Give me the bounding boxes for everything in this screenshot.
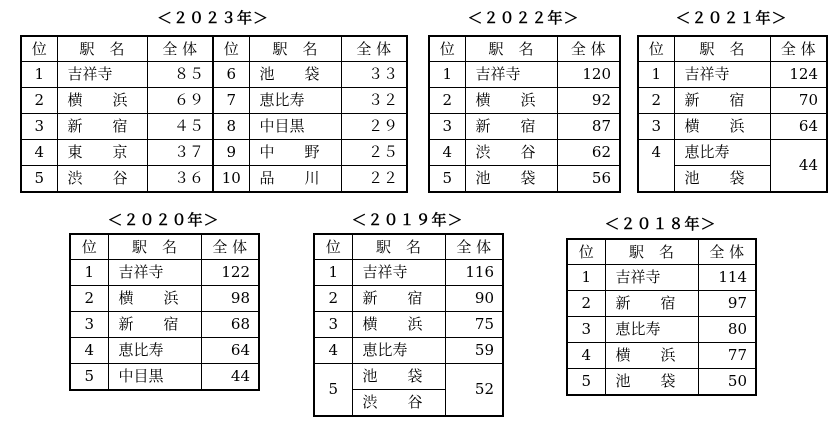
table-row	[70, 312, 259, 338]
rank-cell: 2	[314, 286, 352, 312]
total-cell: 80	[698, 317, 756, 343]
ranking-2018	[566, 214, 755, 394]
rank-cell: 2	[638, 88, 674, 114]
rank-cell: 3	[638, 114, 674, 140]
header-row	[70, 234, 259, 260]
total-cell: 75	[445, 312, 503, 338]
rank-cell: 10	[213, 166, 249, 193]
header-row	[21, 36, 407, 62]
rank-cell: 3	[70, 312, 108, 338]
station-cell: 新 宿	[465, 114, 557, 140]
total-cell: 52	[445, 364, 503, 417]
table-title: ＜２０１９年＞	[351, 211, 464, 229]
rank-cell: 3	[429, 114, 465, 140]
rank-cell: 1	[70, 260, 108, 286]
station-cell: 吉祥寺	[674, 62, 770, 88]
total-cell: 56	[557, 166, 620, 193]
total-cell: 90	[445, 286, 503, 312]
table-row	[70, 338, 259, 364]
table-row	[429, 166, 620, 193]
total-cell: 114	[698, 265, 756, 291]
table-row	[21, 62, 407, 88]
total-header: 全 体	[557, 36, 620, 62]
total-header: 全 体	[147, 36, 213, 62]
rank-cell: 1	[314, 260, 352, 286]
rank-header: 位	[213, 36, 249, 62]
station-cell: 横 浜	[674, 114, 770, 140]
total-cell: ３２	[341, 88, 407, 114]
table-title: ＜２０２１年＞	[675, 9, 788, 27]
ranking-2020	[69, 210, 258, 390]
table-row	[429, 62, 620, 88]
table-row	[21, 140, 407, 166]
table-row	[638, 114, 827, 140]
table-row	[638, 62, 827, 88]
station-cell: 横 浜	[605, 343, 698, 369]
station-cell: 横 浜	[108, 286, 201, 312]
ranking-2022	[428, 8, 619, 196]
station-header: 駅 名	[57, 36, 147, 62]
total-cell: 70	[770, 88, 827, 114]
station-cell: 品 川	[249, 166, 341, 193]
header-row	[567, 239, 756, 265]
station-cell: 新 宿	[674, 88, 770, 114]
total-cell: 59	[445, 338, 503, 364]
station-cell: 新 宿	[57, 114, 147, 140]
station-cell: 横 浜	[57, 88, 147, 114]
rank-cell: 5	[567, 369, 605, 396]
header-row	[314, 234, 503, 260]
station-cell: 池 袋	[465, 166, 557, 193]
total-cell: 87	[557, 114, 620, 140]
total-cell: 92	[557, 88, 620, 114]
total-cell: 68	[201, 312, 259, 338]
rank-cell: 8	[213, 114, 249, 140]
rank-cell: 1	[429, 62, 465, 88]
table-row	[638, 140, 827, 166]
total-cell: 124	[770, 62, 827, 88]
rank-cell: 9	[213, 140, 249, 166]
rank-header: 位	[70, 234, 108, 260]
station-cell: 新 宿	[108, 312, 201, 338]
rank-cell: 2	[567, 291, 605, 317]
total-cell: ２９	[341, 114, 407, 140]
total-header: 全 体	[341, 36, 407, 62]
station-header: 駅 名	[605, 239, 698, 265]
total-cell: 77	[698, 343, 756, 369]
total-header: 全 体	[201, 234, 259, 260]
rank-cell: 5	[429, 166, 465, 193]
station-cell: 池 袋	[605, 369, 698, 396]
total-header: 全 体	[698, 239, 756, 265]
rank-cell: 6	[213, 62, 249, 88]
station-cell: 吉祥寺	[605, 265, 698, 291]
rank-cell: 5	[314, 364, 352, 417]
station-cell: 恵比寿	[108, 338, 201, 364]
rank-cell: 3	[314, 312, 352, 338]
table-row	[314, 312, 503, 338]
rank-cell: 4	[314, 338, 352, 364]
ranking-table	[566, 238, 757, 396]
rank-cell: 2	[70, 286, 108, 312]
table-row	[314, 260, 503, 286]
total-cell: ６９	[147, 88, 213, 114]
table-row	[567, 317, 756, 343]
total-cell: 98	[201, 286, 259, 312]
table-row	[21, 88, 407, 114]
rank-cell: 4	[70, 338, 108, 364]
rank-cell: 4	[638, 140, 674, 193]
ranking-table	[69, 233, 260, 391]
ranking-table	[637, 35, 828, 193]
station-cell: 池 袋	[249, 62, 341, 88]
ranking-table	[428, 35, 621, 193]
total-header: 全 体	[770, 36, 827, 62]
total-cell: 44	[770, 140, 827, 193]
rank-header: 位	[429, 36, 465, 62]
total-cell: ３６	[147, 166, 213, 193]
rank-header: 位	[21, 36, 57, 62]
total-cell: ３３	[341, 62, 407, 88]
rank-cell: 5	[21, 166, 57, 193]
rank-cell: 1	[21, 62, 57, 88]
header-row	[638, 36, 827, 62]
table-title: ＜２０２３年＞	[156, 9, 269, 27]
station-cell: 吉祥寺	[57, 62, 147, 88]
station-header: 駅 名	[465, 36, 557, 62]
table-row	[567, 291, 756, 317]
rank-cell: 5	[70, 364, 108, 391]
table-row	[314, 338, 503, 364]
total-cell: ３７	[147, 140, 213, 166]
total-cell: 64	[770, 114, 827, 140]
rank-header: 位	[567, 239, 605, 265]
rank-cell: 3	[21, 114, 57, 140]
station-cell: 渋 谷	[352, 390, 445, 417]
station-cell: 新 宿	[352, 286, 445, 312]
station-cell: 吉祥寺	[465, 62, 557, 88]
total-cell: ４５	[147, 114, 213, 140]
table-row	[567, 343, 756, 369]
rank-cell: 2	[429, 88, 465, 114]
table-row	[429, 114, 620, 140]
ranking-table	[20, 35, 408, 193]
station-header: 駅 名	[352, 234, 445, 260]
table-row	[567, 369, 756, 396]
station-header: 駅 名	[108, 234, 201, 260]
rank-cell: 4	[429, 140, 465, 166]
total-cell: 50	[698, 369, 756, 396]
total-header: 全 体	[445, 234, 503, 260]
station-cell: 中目黒	[108, 364, 201, 391]
station-cell: 恵比寿	[352, 338, 445, 364]
station-cell: 池 袋	[352, 364, 445, 390]
table-row	[70, 260, 259, 286]
station-header: 駅 名	[249, 36, 341, 62]
rank-header: 位	[314, 234, 352, 260]
total-cell: 97	[698, 291, 756, 317]
table-title: ＜２０１８年＞	[604, 215, 717, 233]
table-row	[314, 364, 503, 390]
station-cell: 渋 谷	[465, 140, 557, 166]
station-cell: 恵比寿	[249, 88, 341, 114]
station-cell: 恵比寿	[674, 140, 770, 166]
ranking-2021	[637, 8, 826, 196]
ranking-2019	[313, 210, 502, 418]
ranking-2023	[20, 8, 406, 196]
table-title: ＜２０２０年＞	[107, 211, 220, 229]
rank-cell: 2	[21, 88, 57, 114]
rank-cell: 3	[567, 317, 605, 343]
station-cell: 東 京	[57, 140, 147, 166]
header-row	[429, 36, 620, 62]
table-row	[70, 364, 259, 391]
rank-cell: 7	[213, 88, 249, 114]
station-cell: 横 浜	[465, 88, 557, 114]
rank-cell: 4	[567, 343, 605, 369]
total-cell: 64	[201, 338, 259, 364]
table-row	[314, 286, 503, 312]
table-row	[638, 88, 827, 114]
rank-cell: 1	[567, 265, 605, 291]
station-header: 駅 名	[674, 36, 770, 62]
table-title: ＜２０２２年＞	[467, 9, 580, 27]
table-row	[429, 88, 620, 114]
station-cell: 吉祥寺	[352, 260, 445, 286]
station-cell: 恵比寿	[605, 317, 698, 343]
ranking-table	[313, 233, 504, 417]
station-cell: 渋 谷	[57, 166, 147, 193]
total-cell: 44	[201, 364, 259, 391]
station-cell: 中目黒	[249, 114, 341, 140]
rank-cell: 4	[21, 140, 57, 166]
rank-header: 位	[638, 36, 674, 62]
table-row	[70, 286, 259, 312]
total-cell: ８５	[147, 62, 213, 88]
station-cell: 横 浜	[352, 312, 445, 338]
total-cell: 116	[445, 260, 503, 286]
rank-cell: 1	[638, 62, 674, 88]
station-cell: 新 宿	[605, 291, 698, 317]
station-cell: 吉祥寺	[108, 260, 201, 286]
table-row	[567, 265, 756, 291]
table-row	[21, 166, 407, 193]
total-cell: 122	[201, 260, 259, 286]
station-cell: 中 野	[249, 140, 341, 166]
table-row	[21, 114, 407, 140]
station-cell: 池 袋	[674, 166, 770, 193]
total-cell: 62	[557, 140, 620, 166]
total-cell: ２５	[341, 140, 407, 166]
total-cell: 120	[557, 62, 620, 88]
total-cell: ２２	[341, 166, 407, 193]
table-row	[429, 140, 620, 166]
